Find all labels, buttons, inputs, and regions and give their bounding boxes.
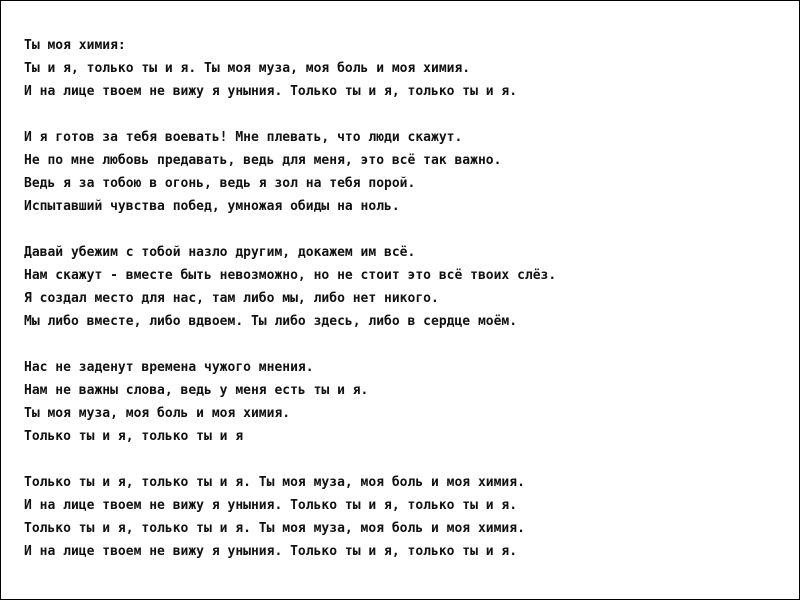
lyrics-text (24, 34, 784, 586)
lyric-line: Ведь я за тобою в огонь, ведь я зол на тебя порой. (24, 176, 416, 191)
stanza-1 (24, 34, 784, 103)
stanza-4 (24, 356, 784, 448)
lyric-line: Только ты и я, только ты и я (24, 429, 244, 444)
lyric-line: И я готов за тебя воевать! Мне плевать, что люди скажут. (24, 130, 463, 145)
lyric-line: Нас не заденут времена чужого мнения. (24, 360, 314, 375)
lyric-line: И на лице твоем не вижу я уныния. Только ты и я, только ты и я. (24, 544, 518, 559)
lyric-line: Нам скажут - вместе быть невозможно, но не стоит это всё твоих слёз. (24, 268, 557, 283)
lyric-line: Ты моя химия: (24, 38, 126, 53)
lyric-line: Испытавший чувства побед, умножая обиды на ноль. (24, 199, 400, 214)
lyric-line: Я создал место для нас, там либо мы, либо нет никого. (24, 291, 439, 306)
lyric-line: Ты моя муза, моя боль и моя химия. (24, 406, 291, 421)
lyric-line: И на лице твоем не вижу я уныния. Только ты и я, только ты и я. (24, 84, 518, 99)
lyric-line: Не по мне любовь предавать, ведь для меня, это всё так важно. (24, 153, 502, 168)
lyric-line: Нам не важны слова, ведь у меня есть ты и я. (24, 383, 369, 398)
lyric-line: И на лице твоем не вижу я уныния. Только ты и я, только ты и я. (24, 498, 518, 513)
lyric-line: Давай убежим с тобой назло другим, докажем им всё. (24, 245, 416, 260)
lyric-line: Только ты и я, только ты и я. Ты моя муза, моя боль и моя химия. (24, 475, 525, 490)
lyric-line: Мы либо вместе, либо вдвоем. Ты либо здесь, либо в сердце моём. (24, 314, 518, 329)
stanza-3 (24, 241, 784, 333)
lyric-line: Только ты и я, только ты и я. Ты моя муза, моя боль и моя химия. (24, 521, 525, 536)
stanza-5 (24, 471, 784, 563)
lyric-line: Ты и я, только ты и я. Ты моя муза, моя боль и моя химия. (24, 61, 471, 76)
stanza-2 (24, 126, 784, 218)
